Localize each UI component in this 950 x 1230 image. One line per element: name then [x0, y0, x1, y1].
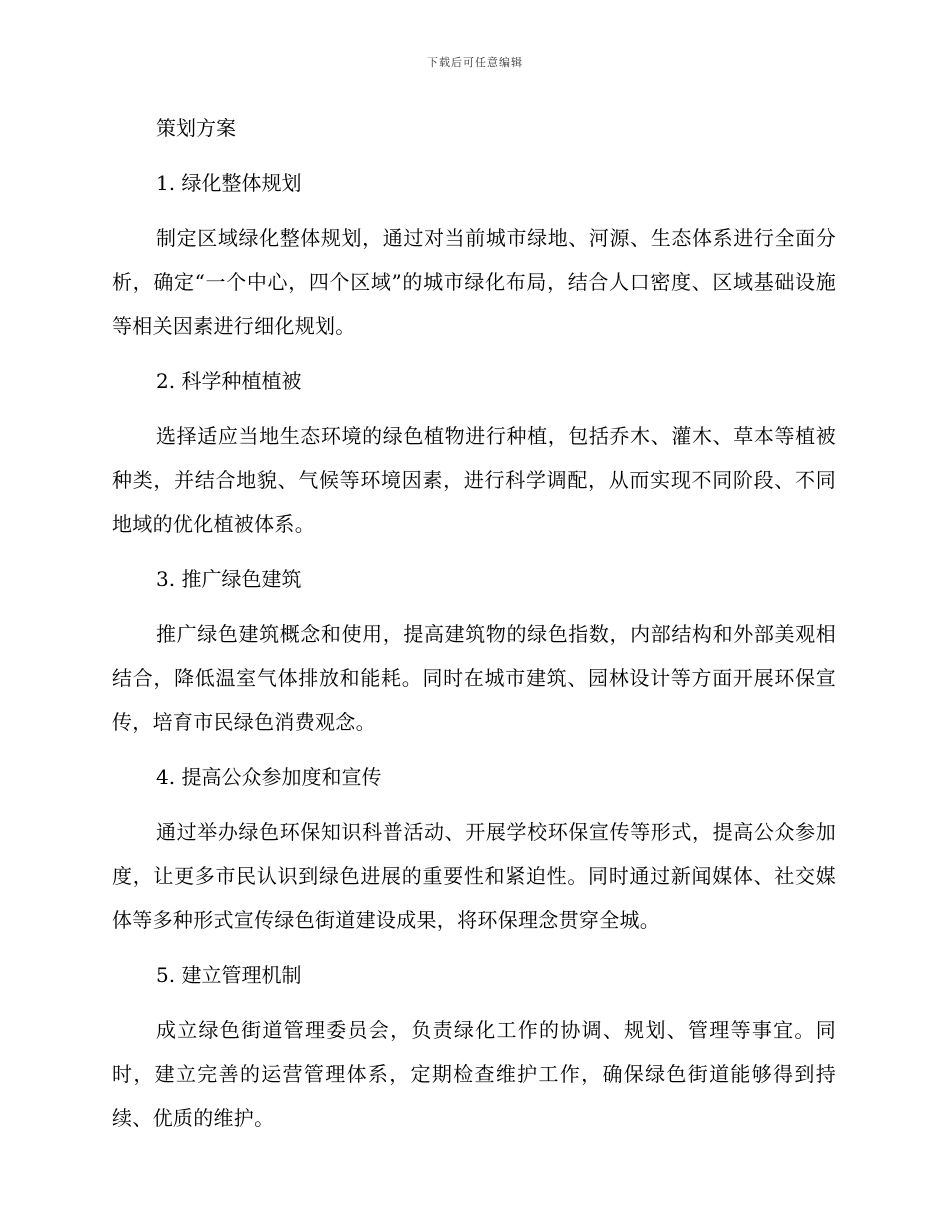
- section-heading: 3. 推广绿色建筑: [156, 567, 302, 591]
- section-4: [112, 755, 836, 942]
- section-paragraph: 制定区域绿化整体规划，通过对当前城市绿地、河源、生态体系进行全面分析，确定“一个中心，四个区域”的城市绿化布局，结合人口密度、区域基础设施等相关因素进行细化规划。: [112, 226, 836, 338]
- section-paragraph: 成立绿色街道管理委员会，负责绿化工作的协调、规划、管理等事宜。同时，建立完善的运营管理体系，定期检查维护工作，确保绿色街道能够得到持续、优质的维护。: [112, 1018, 836, 1130]
- section-1: [112, 161, 836, 348]
- document-body: [112, 106, 836, 1151]
- section-heading: 4. 提高公众参加度和宣传: [156, 765, 382, 789]
- section-5: [112, 953, 836, 1140]
- section-heading: 5. 建立管理机制: [156, 963, 302, 987]
- header-note: 下载后可任意编辑: [427, 56, 523, 69]
- section-heading: 1. 绿化整体规划: [156, 171, 302, 195]
- section-heading: 2. 科学种植植被: [156, 369, 302, 393]
- section-paragraph: 选择适应当地生态环境的绿色植物进行种植，包括乔木、灌木、草本等植被种类，并结合地貌、气候等环境因素，进行科学调配，从而实现不同阶段、不同地域的优化植被体系。: [112, 424, 836, 536]
- section-paragraph: 通过举办绿色环保知识科普活动、开展学校环保宣传等形式，提高公众参加度，让更多市民认识到绿色进展的重要性和紧迫性。同时通过新闻媒体、社交媒体等多种形式宣传绿色街道建设成果，将环保理念贯穿全城。: [112, 820, 836, 932]
- document-title: 策划方案: [156, 116, 236, 140]
- section-2: [112, 359, 836, 546]
- section-3: [112, 557, 836, 744]
- section-paragraph: 推广绿色建筑概念和使用，提高建筑物的绿色指数，内部结构和外部美观相结合，降低温室气体排放和能耗。同时在城市建筑、园林设计等方面开展环保宣传，培育市民绿色消费观念。: [112, 622, 836, 734]
